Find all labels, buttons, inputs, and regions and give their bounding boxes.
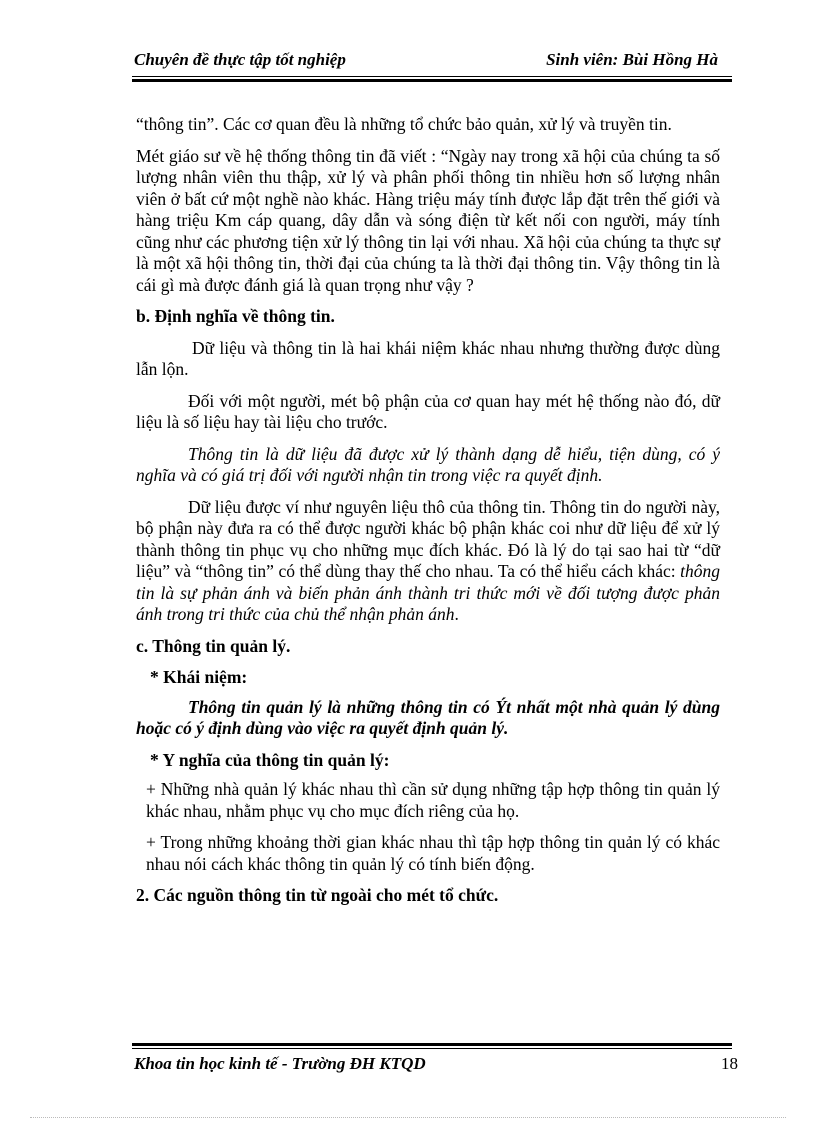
list-item: + Trong những khoảng thời gian khác nhau thì tập hợp thông tin quản lý có khác nhau nói cách khác thông tin quản lý có tính biến động. bbox=[146, 832, 720, 874]
document-body bbox=[136, 114, 720, 917]
header-author: Sinh viên: Bùi Hồng Hà bbox=[546, 50, 718, 69]
paragraph: “thông tin”. Các cơ quan đều là những tổ chức bảo quản, xử lý và truyền tin. bbox=[136, 114, 672, 134]
footer-rule-thick bbox=[132, 1043, 732, 1046]
page-footer bbox=[134, 1054, 738, 1078]
header-rule-thin bbox=[132, 76, 732, 77]
definition-bold-italic: Thông tin quản lý là những thông tin có Ýt nhất một nhà quản lý dùng hoặc có ý định dùng vào việc ra quyết định quản lý. bbox=[136, 696, 720, 738]
paragraph: Mét giáo sư về hệ thống thông tin đã viết : “Ngày nay trong xã hội của chúng ta số lượng nhân viên thu thập, xử lý và phân phối thông tin nhiều hơn số lượng nhân viên ở bất cứ một nghề nào khác. Hàng triệu máy tính được lắp đặt trên thế giới và hàng triệu Km cáp quang, dây dẫn và sóng điện từ kết nối con người, máy tính cũng như các phương tiện xử lý thông tin lại với nhau. Xã hội của chúng ta thực sự là một xã hội thông tin, thời đại của chúng ta là thời đại thông tin. Vậy thông tin là cái gì mà được đánh giá là quan trọng như vậy ? bbox=[136, 145, 720, 295]
section-heading-2: 2. Các nguồn thông tin từ ngoài cho mét tổ chức. bbox=[136, 885, 499, 905]
page-number: 18 bbox=[721, 1054, 738, 1073]
paragraph bbox=[136, 497, 720, 626]
section-heading-c: c. Thông tin quản lý. bbox=[136, 635, 291, 656]
header-title: Chuyên đề thực tập tốt nghiệp bbox=[134, 50, 346, 69]
paragraph: Dữ liệu và thông tin là hai khái niệm khác nhau nhưng thường được dùng lẫn lộn. bbox=[136, 337, 720, 379]
subheading-meaning: * Y nghĩa của thông tin quản lý: bbox=[150, 749, 390, 770]
section-heading-b: b. Định nghĩa về thông tin. bbox=[136, 306, 335, 326]
paragraph-text: Dữ liệu được ví như nguyên liệu thô của thông tin. Thông tin do người này, bộ phận này đưa ra có thể được người khác bộ phận khác coi như dữ liệu để xử lý thành thông tin phục vụ cho những mục đích khác. Đó là lý do tại sao hai từ “dữ liệu” và “thông tin” có thể dùng thay thế cho nhau. Ta có thể hiểu cách khác: bbox=[136, 496, 720, 581]
header-rule-thick bbox=[132, 79, 732, 82]
paragraph-italic-text: thông tin là sự phản ánh và biến phản ánh thành tri thức mới về đối tượng được phản ánh trong tri thức của chủ thể nhận phản ánh bbox=[136, 561, 720, 624]
definition-paragraph: Thông tin là dữ liệu đã được xử lý thành dạng dễ hiểu, tiện dùng, có ý nghĩa và có giá trị đối với người nhận tin trong việc ra quyết định. bbox=[136, 443, 720, 485]
page-header bbox=[134, 48, 718, 74]
paragraph: Đối với một người, mét bộ phận của cơ quan hay mét hệ thống nào đó, dữ liệu là số liệu hay tài liệu cho trước. bbox=[136, 390, 720, 432]
list-item: + Những nhà quản lý khác nhau thì cần sử dụng những tập hợp thông tin quản lý khác nhau, nhằm phục vụ cho mục đích riêng của họ. bbox=[146, 779, 720, 821]
paragraph-end: . bbox=[454, 604, 459, 624]
footer-rule-thin bbox=[132, 1048, 732, 1049]
page-edge-dotted-line bbox=[30, 1117, 786, 1118]
footer-faculty: Khoa tin học kinh tế - Trường ĐH KTQD bbox=[134, 1054, 426, 1073]
subheading-concept: * Khái niệm: bbox=[150, 667, 248, 687]
